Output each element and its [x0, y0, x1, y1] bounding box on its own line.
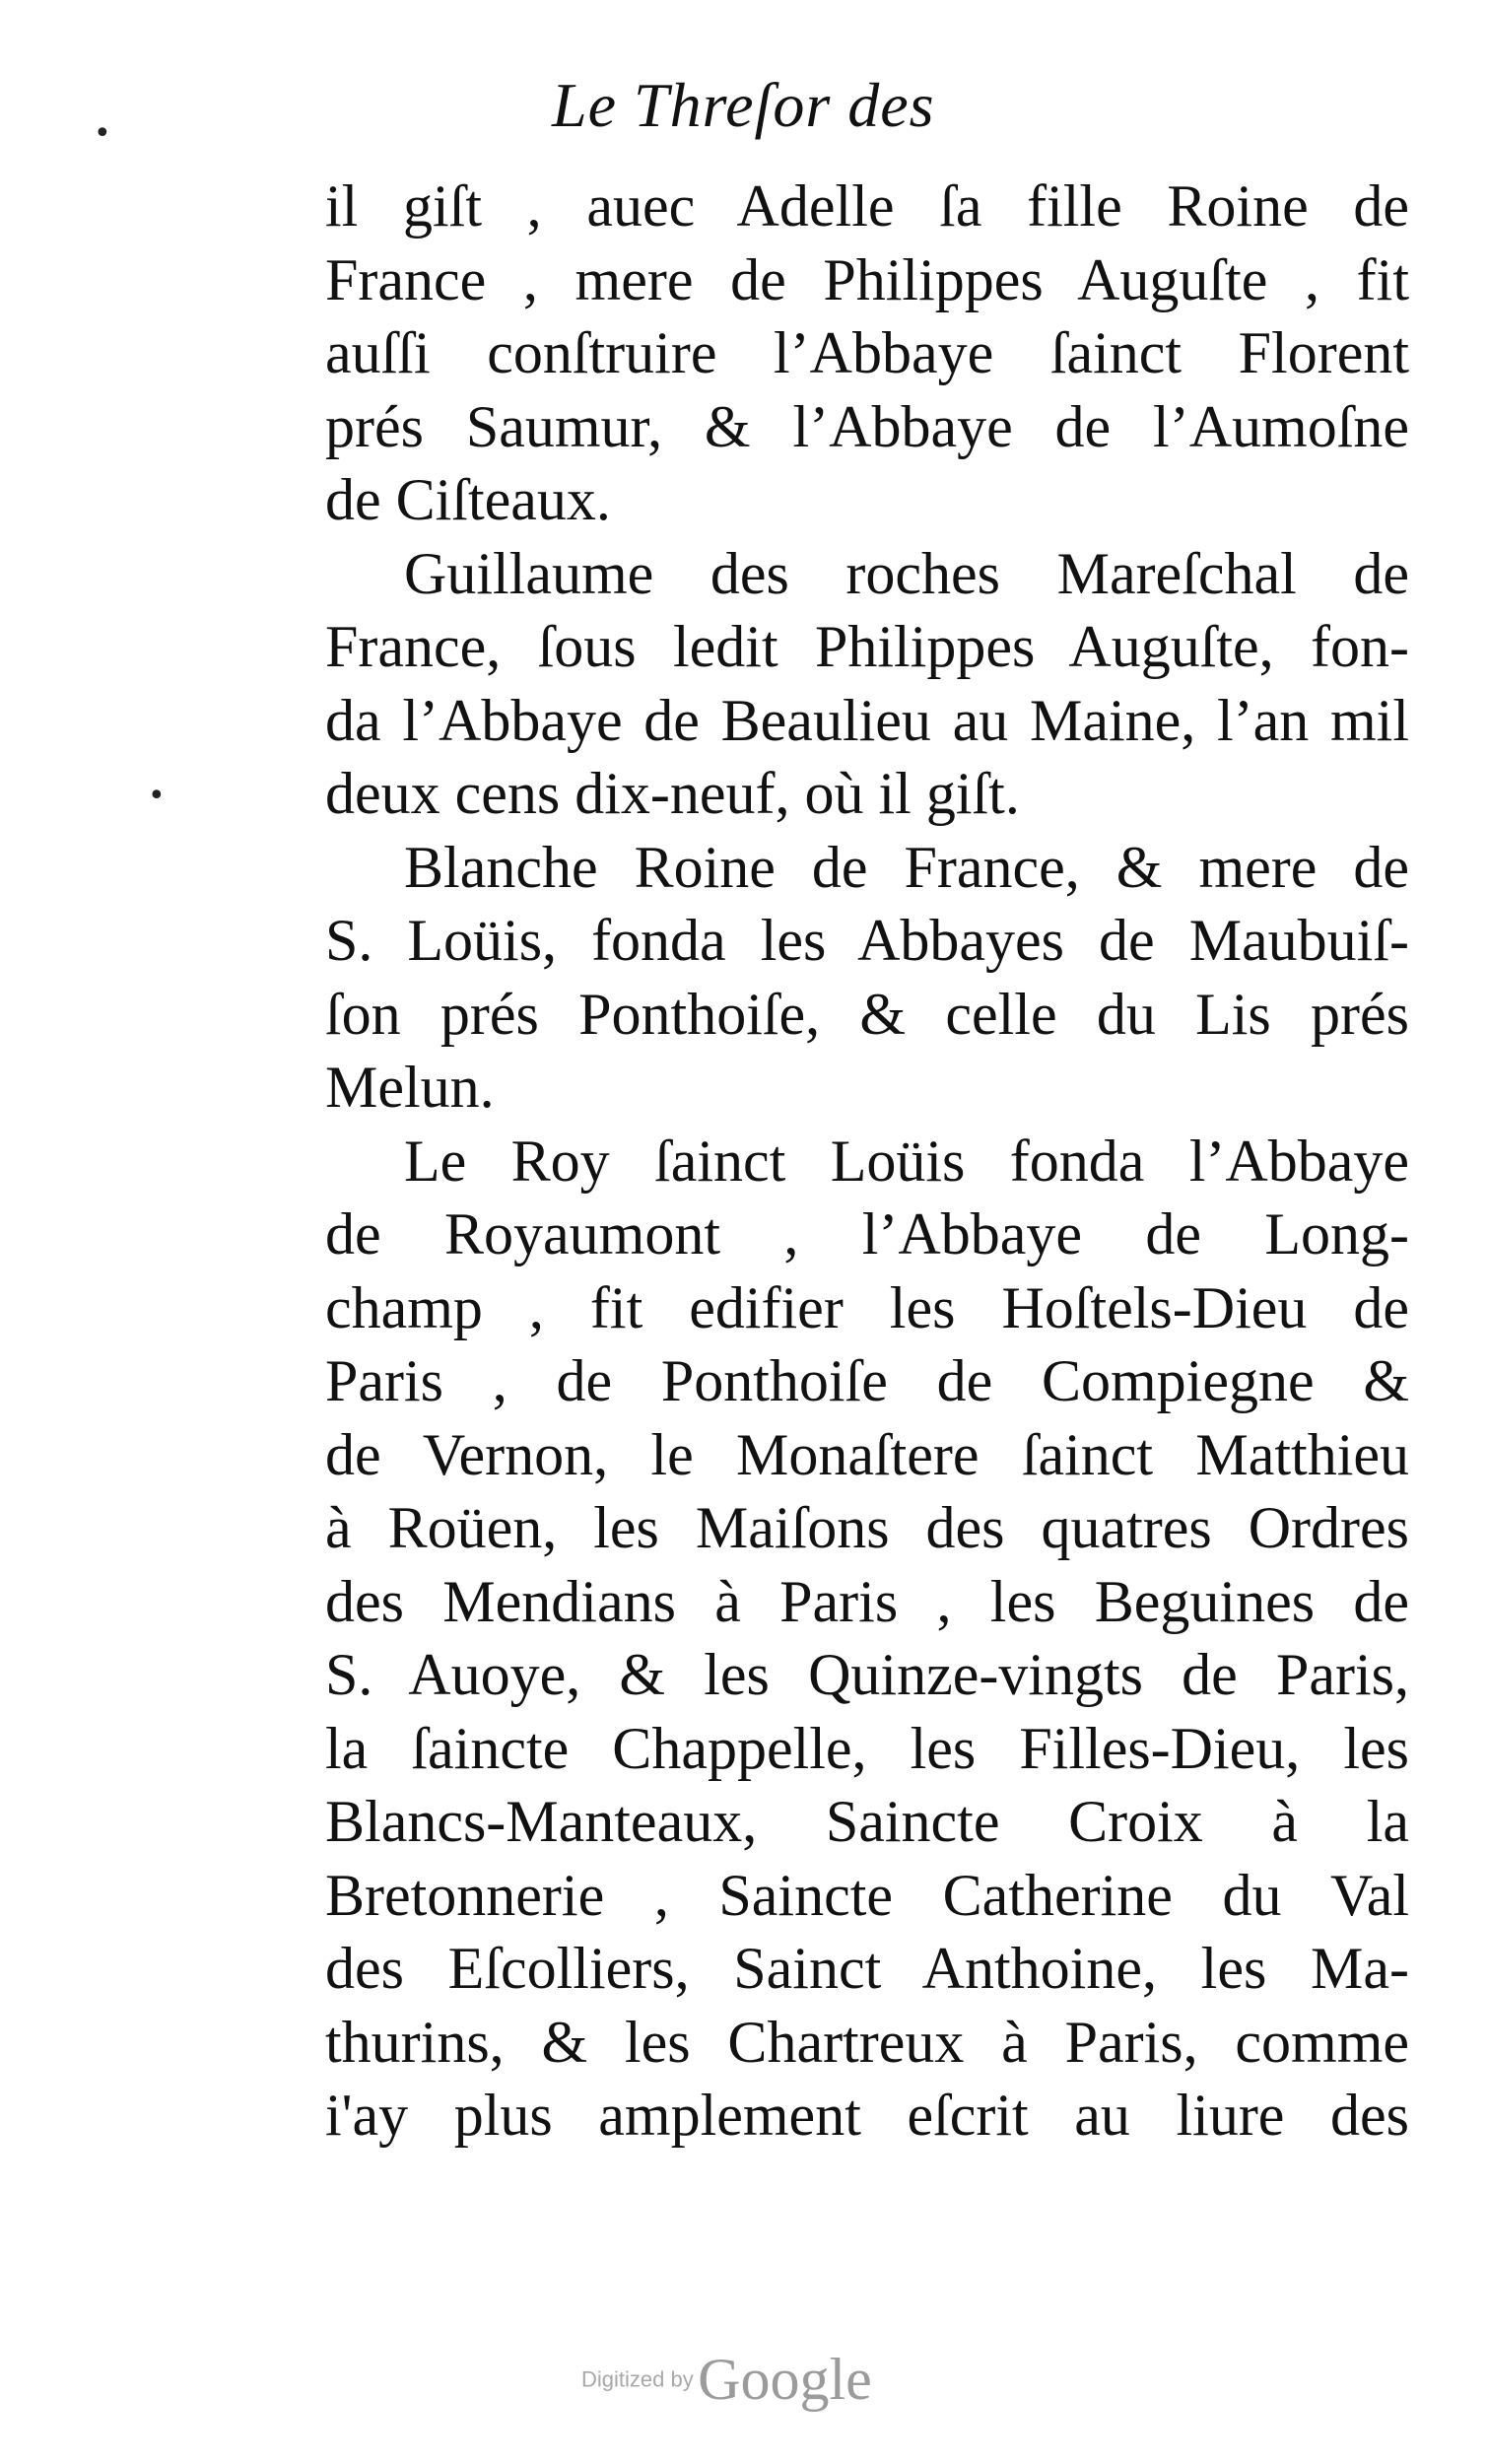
text-line: thurins, & les Chartreux à Paris, comme: [325, 2009, 1409, 2075]
digitized-by-label: Digitized by: [581, 2366, 694, 2392]
text-line: champ , fit edifier les Hoſtels-Dieu de: [325, 1274, 1409, 1340]
text-line: prés Saumur, & l’Abbaye de l’Aumoſne: [325, 393, 1409, 459]
text-line: des Eſcolliers, Sainct Anthoine, les Ma-: [325, 1936, 1409, 2001]
running-head: Le Threſor des: [552, 70, 935, 140]
text-line: il giſt , auec Adelle ſa fille Roine de: [325, 173, 1409, 239]
text-line: i'ay plus amplement eſcrit au liure des: [325, 2083, 1409, 2148]
text-line: Bretonnerie , Saincte Catherine du Val: [325, 1862, 1409, 1928]
scan-speck: •: [94, 116, 111, 151]
text-line: de Ciſteaux.: [325, 467, 611, 532]
text-line: S. Auoye, & les Quinze-vingts de Paris,: [325, 1642, 1409, 1707]
text-line: Le Roy ſainct Loüis fonda l’Abbaye: [404, 1128, 1409, 1194]
text-line: Blancs-Manteaux, Saincte Croix à la: [325, 1789, 1409, 1854]
text-line: Guillaume des roches Mareſchal de: [404, 540, 1409, 606]
body-text: [325, 170, 1409, 2153]
text-line: de Vernon, le Monaſtere ſainct Matthieu: [325, 1421, 1409, 1487]
text-line: la ſaincte Chappelle, les Filles-Dieu, les: [325, 1715, 1409, 1781]
digitized-watermark: [581, 2346, 872, 2414]
text-line: deux cens dix-neuf, où il giſt.: [325, 761, 1020, 826]
text-line: Paris , de Ponthoiſe de Compiegne &: [325, 1348, 1409, 1413]
text-line: de Royaumont , l’Abbaye de Long-: [325, 1201, 1409, 1266]
text-line: des Mendians à Paris , les Beguines de: [325, 1568, 1409, 1634]
text-line: ſon prés Ponthoiſe, & celle du Lis prés: [325, 981, 1409, 1047]
text-line: Melun.: [325, 1055, 495, 1120]
text-line: France, ſous ledit Philippes Auguſte, fon-: [325, 614, 1409, 679]
text-line: da l’Abbaye de Beaulieu au Maine, l’an mil: [325, 687, 1409, 753]
text-line: auſſi conſtruire l’Abbaye ſainct Florent: [325, 320, 1409, 385]
scan-speck: •: [148, 779, 166, 813]
text-line: S. Loüis, fonda les Abbayes de Maubuiſ-: [325, 908, 1409, 973]
text-line: à Roüen, les Maiſons des quatres Ordres: [325, 1495, 1409, 1560]
google-logo: Google: [698, 2347, 872, 2412]
text-line: Blanche Roine de France, & mere de: [404, 834, 1409, 900]
text-line: France , mere de Philippes Auguſte , fit: [325, 246, 1409, 312]
